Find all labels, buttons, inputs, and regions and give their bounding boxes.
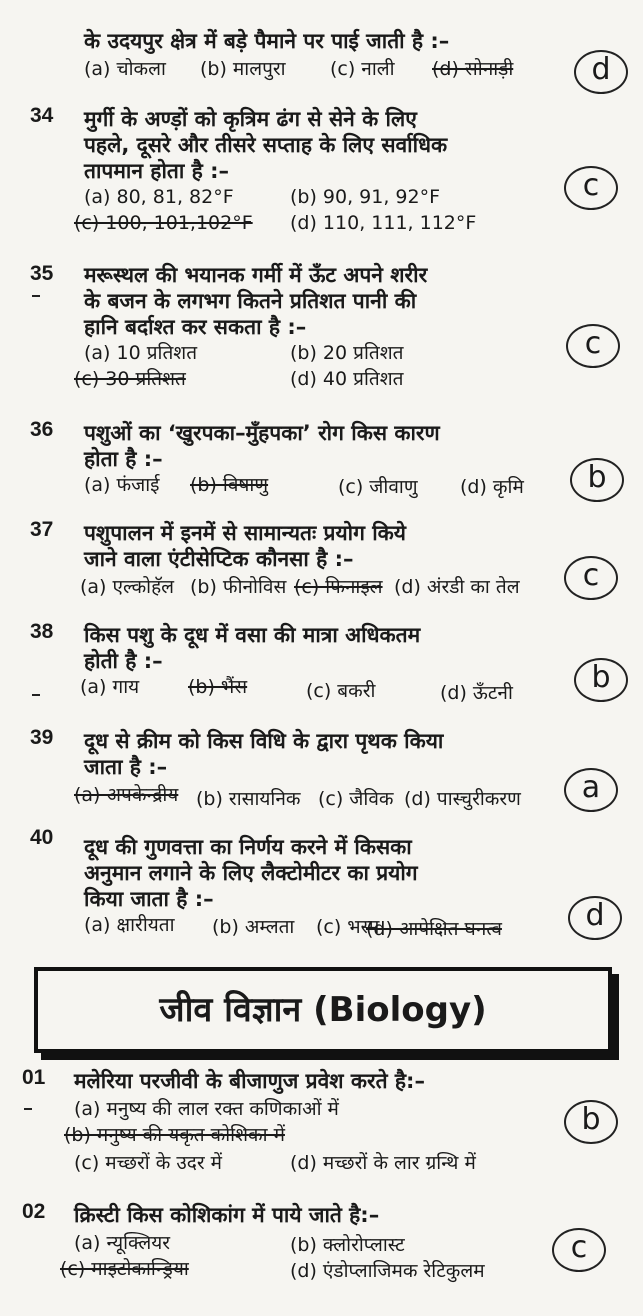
question-text-line: होती है :– <box>84 649 163 673</box>
option-c: (c) 100, 101,102°F <box>74 212 253 234</box>
option-a: (a) फंजाई <box>84 474 160 496</box>
question-text-line: तापमान होता है :– <box>84 159 229 183</box>
option-d: (d) 110, 111, 112°F <box>290 212 477 234</box>
option-b: (b) विषाणु <box>190 474 269 496</box>
question-text-line: पहले, दूसरे और तीसरे सप्ताह के लिए सर्वाधिक <box>84 133 448 157</box>
option-b: (b) 90, 91, 92°F <box>290 186 441 208</box>
question-text-line: मुर्गी के अण्ड़ों को कृत्रिम ढंग से सेने के लिए <box>84 107 417 131</box>
option-a: (a) चोकला <box>84 58 166 80</box>
option-b: (b) अम्लता <box>212 916 295 938</box>
section-banner <box>34 967 612 1053</box>
option-a: (a) गाय <box>80 676 140 698</box>
option-b: (b) क्लोरोप्लास्ट <box>290 1234 405 1256</box>
option-d: (d) कृमि <box>460 476 524 498</box>
option-d: (d) एंडोप्लाजिमक रेटिकुलम <box>290 1260 485 1282</box>
option-a: (a) मनुष्य की लाल रक्त कणिकाओं में <box>74 1098 339 1120</box>
question-text-line: जाता है :– <box>84 755 168 779</box>
question-text: के उदयपुर क्षेत्र में बड़े पैमाने पर पाई जाती है :– <box>84 29 450 53</box>
option-d: (d) अंरडी का तेल <box>394 576 520 598</box>
option-d: (d) आपेक्षित घनत्व <box>366 918 502 940</box>
question-number: 40 <box>30 826 54 849</box>
option-c: (c) जीवाणु <box>338 476 418 498</box>
question-text-line: के बजन के लगभग कितने प्रतिशत पानी की <box>84 289 417 313</box>
answer-mark: c <box>564 556 618 600</box>
question-text-line: पशुओं का ‘खुरपका–मुँहपका’ रोग किस कारण <box>84 421 440 445</box>
option-c: (c) मच्छरों के उदर में <box>74 1152 223 1174</box>
question-text-line: हानि बर्दाश्त कर सकता है :– <box>84 315 307 339</box>
question-text-line: क्रिस्टी किस कोशिकांग में पाये जाते है:– <box>74 1203 380 1227</box>
section-title: जीव विज्ञान (Biology) <box>159 990 487 1030</box>
question-number: 37 <box>30 518 54 541</box>
margin-dash <box>32 694 40 696</box>
answer-mark: c <box>564 166 618 210</box>
option-d: (d) पास्चुरीकरण <box>404 788 521 810</box>
question-text-line: दूध की गुणवत्ता का निर्णय करने में किसका <box>84 835 412 859</box>
option-a: (a) अपकेन्द्रीय <box>74 784 179 806</box>
option-a: (a) न्यूक्लियर <box>74 1232 171 1254</box>
answer-mark: b <box>564 1100 618 1144</box>
question-text-line: किया जाता है :– <box>84 887 214 911</box>
option-c: (c) फिनाइल <box>294 576 383 598</box>
question-number: 36 <box>30 418 54 441</box>
answer-mark: c <box>566 324 620 368</box>
question-text-line: अनुमान लगाने के लिए लैक्टोमीटर का प्रयोग <box>84 861 418 885</box>
question-text-line: जाने वाला एंटीसेप्टिक कौनसा है :– <box>84 547 354 571</box>
option-d: (d) ऊँटनी <box>440 682 513 704</box>
margin-dash <box>32 295 40 297</box>
question-number: 01 <box>22 1066 46 1089</box>
answer-mark: b <box>570 458 624 502</box>
question-number: 34 <box>30 104 54 127</box>
option-c: (c) भस्म <box>316 916 380 938</box>
question-text-line: मलेरिया परजीवी के बीजाणुज प्रवेश करते है:– <box>74 1069 425 1093</box>
option-b: (b) फीनोविस <box>190 576 287 598</box>
answer-mark: d <box>574 50 628 94</box>
answer-mark: d <box>568 896 622 940</box>
question-text-line: दूध से क्रीम को किस विधि के द्वारा पृथक किया <box>84 729 444 753</box>
option-b: (b) मनुष्य की यकृत कोशिका में <box>64 1124 285 1146</box>
question-number: 35 <box>30 262 54 285</box>
option-c: (c) माइटोकान्ड्रिया <box>60 1258 189 1280</box>
option-d: (d) मच्छरों के लार ग्रन्थि में <box>290 1152 476 1174</box>
option-a: (a) 10 प्रतिशत <box>84 342 198 364</box>
option-b: (b) 20 प्रतिशत <box>290 342 404 364</box>
question-number: 39 <box>30 726 54 749</box>
answer-mark: b <box>574 658 628 702</box>
question-text-line: किस पशु के दूध में वसा की मात्रा अधिकतम <box>84 623 421 647</box>
option-a: (a) क्षारीयता <box>84 914 175 936</box>
option-c: (c) 30 प्रतिशत <box>74 368 186 390</box>
question-text-line: मरूस्थल की भयानक गर्मी में ऊँट अपने शरीर <box>84 263 428 287</box>
option-c: (c) बकरी <box>306 680 376 702</box>
question-text-line: होता है :– <box>84 447 163 471</box>
margin-dash <box>24 1108 32 1110</box>
option-a: (a) 80, 81, 82°F <box>84 186 234 208</box>
answer-mark: c <box>552 1228 606 1272</box>
option-d: (d) 40 प्रतिशत <box>290 368 404 390</box>
option-d: (d) सोनाड़ी <box>432 58 514 80</box>
option-c: (c) जैविक <box>318 788 394 810</box>
question-number: 02 <box>22 1200 46 1223</box>
option-a: (a) एल्कोहॅल <box>80 576 175 598</box>
answer-mark: a <box>564 768 618 812</box>
question-text-line: पशुपालन में इनमें से सामान्यतः प्रयोग किये <box>84 521 406 545</box>
question-number: 38 <box>30 620 54 643</box>
option-b: (b) भैंस <box>188 676 248 698</box>
option-b: (b) मालपुरा <box>200 58 286 80</box>
option-b: (b) रासायनिक <box>196 788 301 810</box>
option-c: (c) नाली <box>330 58 395 80</box>
